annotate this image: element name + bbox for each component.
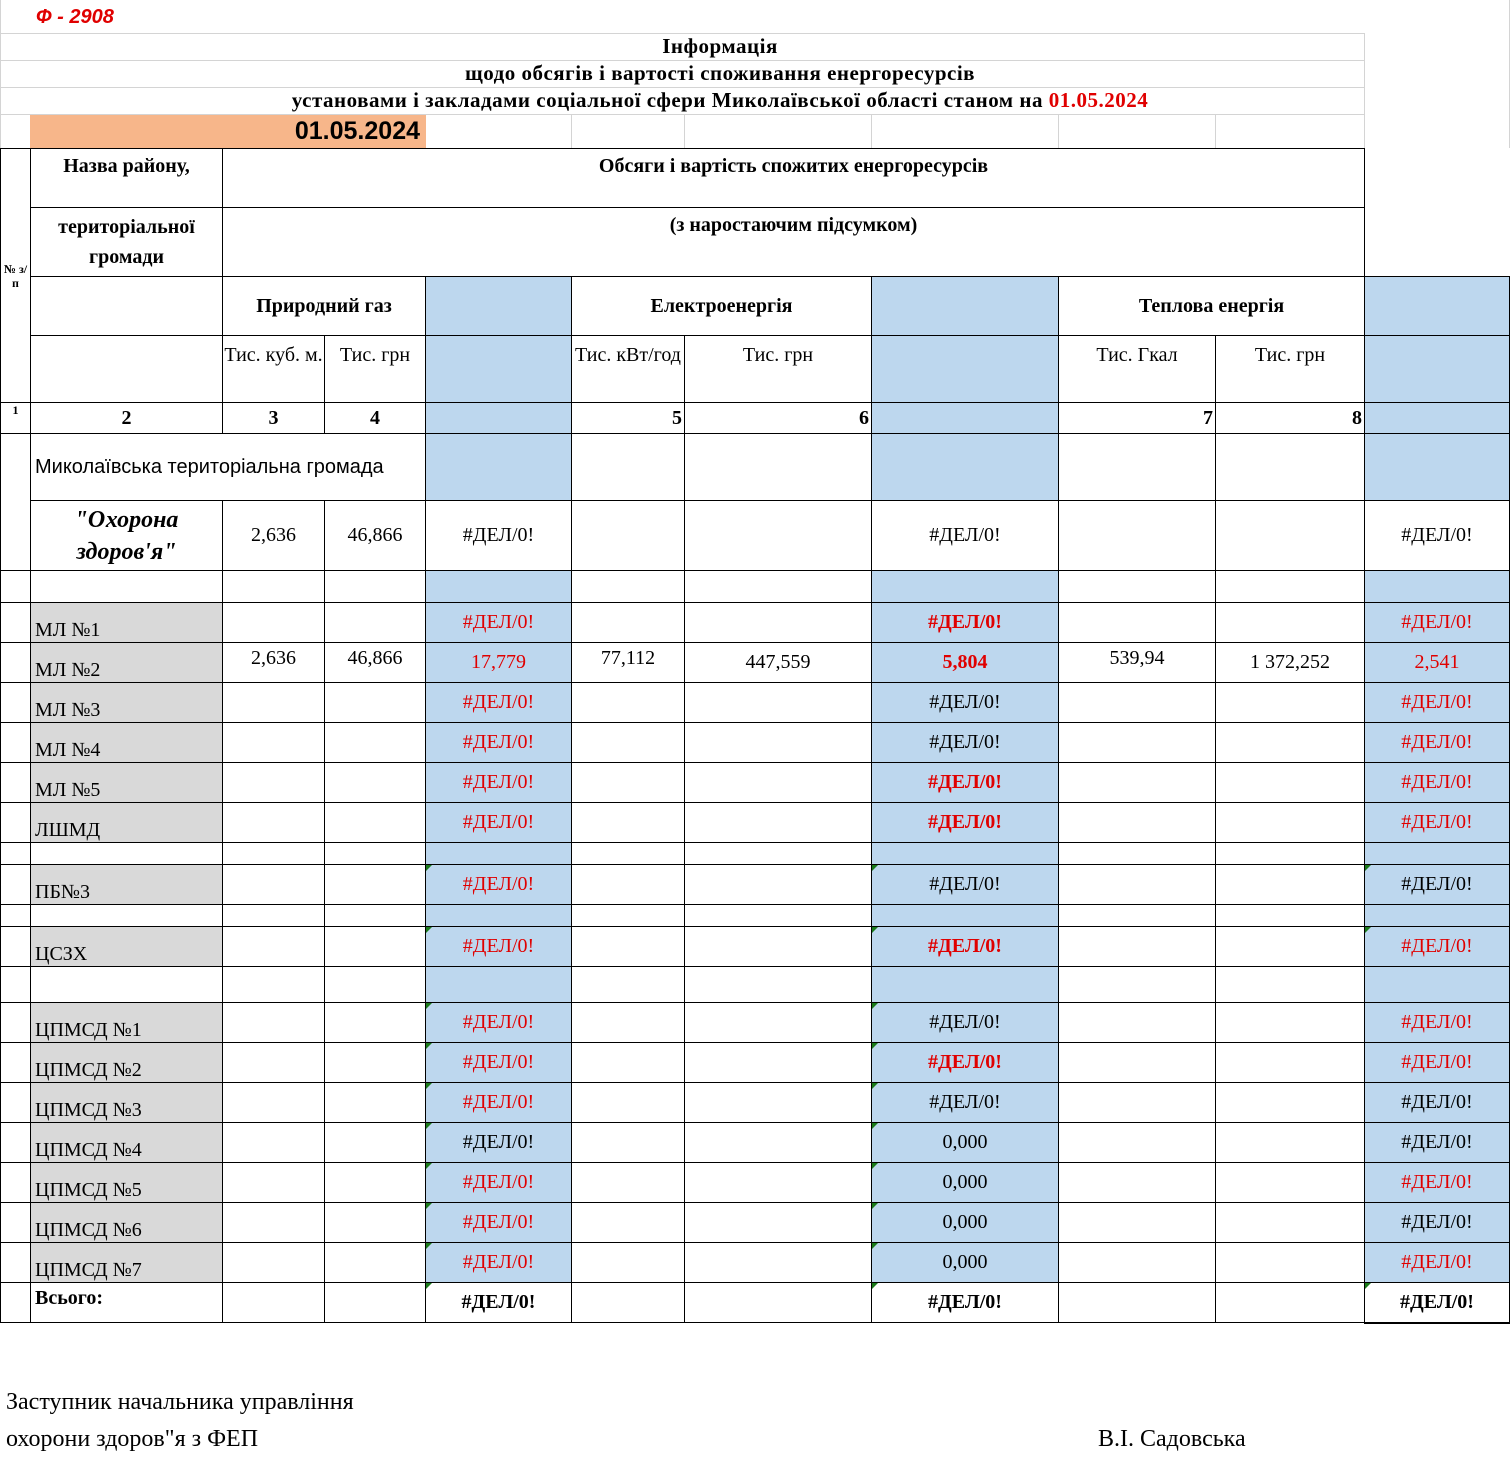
gas-vol bbox=[223, 1203, 325, 1243]
gas-cost bbox=[325, 683, 426, 723]
heat-ratio: #ДЕЛ/0! bbox=[1365, 603, 1510, 643]
header-heat: Теплова енергія bbox=[1059, 277, 1365, 336]
header-el-ratio bbox=[872, 277, 1059, 336]
el-cost bbox=[685, 1243, 872, 1283]
colnum-6: 6 bbox=[685, 403, 872, 434]
gas-ratio: #ДЕЛ/0! bbox=[426, 723, 572, 763]
gas-vol bbox=[223, 683, 325, 723]
el-vol bbox=[572, 927, 685, 967]
row-name: ЦПМСД №2 bbox=[31, 1043, 223, 1083]
table-row bbox=[1, 865, 1510, 905]
title-line-3 bbox=[0, 88, 1440, 113]
section-el-cost bbox=[685, 501, 872, 571]
row-name: МЛ №5 bbox=[31, 763, 223, 803]
row-num-blank bbox=[1, 501, 31, 571]
row-name: ЦПМСД №7 bbox=[31, 1243, 223, 1283]
el-cost bbox=[685, 803, 872, 843]
section-heat-ratio: #ДЕЛ/0! bbox=[1365, 501, 1510, 571]
heat-cost bbox=[1216, 1003, 1365, 1043]
section-heat-vol bbox=[1059, 501, 1216, 571]
el-vol bbox=[572, 1163, 685, 1203]
gas-cost bbox=[325, 1123, 426, 1163]
el-ratio: 0,000 bbox=[872, 1203, 1059, 1243]
signature-position-line1: Заступник начальника управління bbox=[6, 1389, 354, 1415]
section-gas-cost: 46,866 bbox=[325, 501, 426, 571]
gas-cost bbox=[325, 1163, 426, 1203]
el-vol bbox=[572, 1203, 685, 1243]
gas-ratio: #ДЕЛ/0! bbox=[426, 865, 572, 905]
row-name: МЛ №1 bbox=[31, 603, 223, 643]
header-volumes-title: Обсяги і вартість спожитих енергоресурсів bbox=[223, 149, 1365, 208]
heat-ratio: #ДЕЛ/0! bbox=[1365, 927, 1510, 967]
community-heat-vol bbox=[1059, 434, 1216, 501]
row-name: ЦПМСД №4 bbox=[31, 1123, 223, 1163]
community-heat-ratio bbox=[1365, 434, 1510, 501]
el-ratio: #ДЕЛ/0! bbox=[872, 763, 1059, 803]
el-cost bbox=[685, 723, 872, 763]
gas-cost bbox=[325, 803, 426, 843]
table-row bbox=[1, 603, 1510, 643]
heat-ratio: 2,541 bbox=[1365, 643, 1510, 683]
row-name: ПБ№3 bbox=[31, 865, 223, 905]
el-cost bbox=[685, 865, 872, 905]
gas-cost bbox=[325, 865, 426, 905]
header-empty-cell bbox=[31, 336, 223, 403]
gas-ratio: #ДЕЛ/0! bbox=[426, 763, 572, 803]
header-gas-ratio bbox=[426, 277, 572, 336]
gas-ratio: #ДЕЛ/0! bbox=[426, 603, 572, 643]
row-name: ЦПМСД №1 bbox=[31, 1003, 223, 1043]
el-ratio: #ДЕЛ/0! bbox=[872, 1043, 1059, 1083]
heat-vol bbox=[1059, 927, 1216, 967]
colnum-2: 2 bbox=[31, 403, 223, 434]
el-vol bbox=[572, 803, 685, 843]
el-cost bbox=[685, 683, 872, 723]
heat-ratio: #ДЕЛ/0! bbox=[1365, 723, 1510, 763]
gas-vol bbox=[223, 1123, 325, 1163]
colnum-8: 8 bbox=[1216, 403, 1365, 434]
title-line-1: Інформація bbox=[662, 34, 778, 58]
gas-cost bbox=[325, 1043, 426, 1083]
el-cost bbox=[685, 1203, 872, 1243]
total-label: Всього: bbox=[31, 1283, 223, 1323]
header-cumulative: (з наростаючим підсумком) bbox=[223, 208, 1365, 277]
total-gas-ratio: #ДЕЛ/0! bbox=[426, 1283, 572, 1323]
table-row bbox=[1, 803, 1510, 843]
gas-ratio: #ДЕЛ/0! bbox=[426, 927, 572, 967]
gas-vol bbox=[223, 1083, 325, 1123]
gas-vol bbox=[223, 803, 325, 843]
heat-vol bbox=[1059, 865, 1216, 905]
heat-cost bbox=[1216, 683, 1365, 723]
row-name: МЛ №4 bbox=[31, 723, 223, 763]
header-empty-cell bbox=[31, 277, 223, 336]
table-row bbox=[1, 1123, 1510, 1163]
table-row bbox=[1, 643, 1510, 683]
heat-vol bbox=[1059, 1043, 1216, 1083]
heat-cost bbox=[1216, 603, 1365, 643]
row-name: МЛ №2 bbox=[31, 643, 223, 683]
heat-vol bbox=[1059, 1123, 1216, 1163]
row-name: ЛШМД bbox=[31, 803, 223, 843]
gas-cost bbox=[325, 927, 426, 967]
gas-cost bbox=[325, 1083, 426, 1123]
el-cost: 447,559 bbox=[685, 643, 872, 683]
heat-ratio: #ДЕЛ/0! bbox=[1365, 1083, 1510, 1123]
gas-vol bbox=[223, 865, 325, 905]
el-ratio: 0,000 bbox=[872, 1123, 1059, 1163]
gas-ratio: #ДЕЛ/0! bbox=[426, 803, 572, 843]
el-vol bbox=[572, 865, 685, 905]
colnum-4: 4 bbox=[325, 403, 426, 434]
table-row bbox=[1, 763, 1510, 803]
gas-vol bbox=[223, 1163, 325, 1203]
el-ratio: #ДЕЛ/0! bbox=[872, 1003, 1059, 1043]
heat-ratio: #ДЕЛ/0! bbox=[1365, 683, 1510, 723]
heat-vol bbox=[1059, 1203, 1216, 1243]
heat-vol bbox=[1059, 763, 1216, 803]
title-line-3-text: установами і закладами соціальної сфери Миколаївської області станом на bbox=[291, 88, 1043, 112]
heat-ratio-unit bbox=[1365, 336, 1510, 403]
el-vol bbox=[572, 1043, 685, 1083]
community-el-vol bbox=[572, 434, 685, 501]
el-vol bbox=[572, 1003, 685, 1043]
heat-unit-volume: Тис. Гкал bbox=[1059, 336, 1216, 403]
community-name bbox=[31, 434, 426, 501]
colnum-7: 7 bbox=[1059, 403, 1216, 434]
colnum-1: 1 bbox=[1, 403, 31, 434]
total-heat-ratio: #ДЕЛ/0! bbox=[1365, 1283, 1510, 1323]
community-gas-ratio bbox=[426, 434, 572, 501]
section-gas-ratio: #ДЕЛ/0! bbox=[426, 501, 572, 571]
signature-position-line2: охорони здоров"я з ФЕП bbox=[6, 1426, 259, 1452]
gas-ratio: #ДЕЛ/0! bbox=[426, 1123, 572, 1163]
section-el-vol bbox=[572, 501, 685, 571]
table-row bbox=[1, 1043, 1510, 1083]
el-ratio: #ДЕЛ/0! bbox=[872, 803, 1059, 843]
gas-vol bbox=[223, 723, 325, 763]
el-ratio: #ДЕЛ/0! bbox=[872, 683, 1059, 723]
header-num: № з/п bbox=[1, 149, 31, 403]
gas-ratio: #ДЕЛ/0! bbox=[426, 1203, 572, 1243]
row-name: ЦПМСД №5 bbox=[31, 1163, 223, 1203]
energy-table bbox=[0, 148, 1510, 1324]
gas-vol: 2,636 bbox=[223, 643, 325, 683]
heat-ratio: #ДЕЛ/0! bbox=[1365, 865, 1510, 905]
total-el-ratio: #ДЕЛ/0! bbox=[872, 1283, 1059, 1323]
heat-cost bbox=[1216, 1083, 1365, 1123]
gas-ratio: #ДЕЛ/0! bbox=[426, 1243, 572, 1283]
heat-ratio: #ДЕЛ/0! bbox=[1365, 1163, 1510, 1203]
heat-vol bbox=[1059, 1003, 1216, 1043]
heat-ratio: #ДЕЛ/0! bbox=[1365, 763, 1510, 803]
gas-ratio: #ДЕЛ/0! bbox=[426, 1003, 572, 1043]
gas-unit-volume: Тис. куб. м. bbox=[223, 336, 325, 403]
heat-cost bbox=[1216, 803, 1365, 843]
row-name: МЛ №3 bbox=[31, 683, 223, 723]
el-cost bbox=[685, 927, 872, 967]
el-ratio: 5,804 bbox=[872, 643, 1059, 683]
el-unit-volume: Тис. кВт/год bbox=[572, 336, 685, 403]
heat-vol bbox=[1059, 803, 1216, 843]
row-name: ЦПМСД №6 bbox=[31, 1203, 223, 1243]
gas-cost bbox=[325, 723, 426, 763]
gas-ratio: #ДЕЛ/0! bbox=[426, 683, 572, 723]
colnum-blank bbox=[426, 403, 572, 434]
colnum-3: 3 bbox=[223, 403, 325, 434]
heat-cost bbox=[1216, 1243, 1365, 1283]
heat-ratio: #ДЕЛ/0! bbox=[1365, 803, 1510, 843]
community-heat-cost bbox=[1216, 434, 1365, 501]
colnum-blank bbox=[872, 403, 1059, 434]
section-name: "Охорона здоров'я" bbox=[31, 501, 223, 571]
el-ratio: #ДЕЛ/0! bbox=[872, 1083, 1059, 1123]
el-vol bbox=[572, 683, 685, 723]
table-row bbox=[1, 1203, 1510, 1243]
heat-cost bbox=[1216, 865, 1365, 905]
community-el-ratio bbox=[872, 434, 1059, 501]
heat-ratio: #ДЕЛ/0! bbox=[1365, 1003, 1510, 1043]
heat-vol: 539,94 bbox=[1059, 643, 1216, 683]
header-district-line2: територіальної громади bbox=[31, 208, 223, 277]
heat-ratio: #ДЕЛ/0! bbox=[1365, 1123, 1510, 1163]
gas-vol bbox=[223, 927, 325, 967]
gas-cost bbox=[325, 763, 426, 803]
gas-vol bbox=[223, 603, 325, 643]
el-unit-cost: Тис. грн bbox=[685, 336, 872, 403]
title-date: 01.05.2024 bbox=[1048, 88, 1149, 112]
colnum-blank bbox=[1365, 403, 1510, 434]
gas-cost bbox=[325, 1003, 426, 1043]
heat-cost: 1 372,252 bbox=[1216, 643, 1365, 683]
header-electricity: Електроенергія bbox=[572, 277, 872, 336]
el-cost bbox=[685, 603, 872, 643]
gas-vol bbox=[223, 1243, 325, 1283]
gas-cost bbox=[325, 603, 426, 643]
el-ratio: 0,000 bbox=[872, 1163, 1059, 1203]
el-vol bbox=[572, 1243, 685, 1283]
heat-cost bbox=[1216, 723, 1365, 763]
el-ratio: 0,000 bbox=[872, 1243, 1059, 1283]
heat-ratio: #ДЕЛ/0! bbox=[1365, 1203, 1510, 1243]
el-ratio: #ДЕЛ/0! bbox=[872, 723, 1059, 763]
community-el-cost bbox=[685, 434, 872, 501]
heat-cost bbox=[1216, 763, 1365, 803]
heat-cost bbox=[1216, 1123, 1365, 1163]
table-row bbox=[1, 1243, 1510, 1283]
el-vol: 77,112 bbox=[572, 643, 685, 683]
heat-ratio: #ДЕЛ/0! bbox=[1365, 1243, 1510, 1283]
gas-ratio: #ДЕЛ/0! bbox=[426, 1163, 572, 1203]
total-row bbox=[1, 1283, 1510, 1323]
heat-cost bbox=[1216, 1203, 1365, 1243]
section-gas-vol: 2,636 bbox=[223, 501, 325, 571]
gas-ratio: #ДЕЛ/0! bbox=[426, 1043, 572, 1083]
gas-ratio-unit bbox=[426, 336, 572, 403]
gas-cost bbox=[325, 1243, 426, 1283]
gas-vol bbox=[223, 1043, 325, 1083]
heat-cost bbox=[1216, 1043, 1365, 1083]
row-name: ЦПМСД №3 bbox=[31, 1083, 223, 1123]
table-row bbox=[1, 1083, 1510, 1123]
heat-unit-cost: Тис. грн bbox=[1216, 336, 1365, 403]
table-row bbox=[1, 723, 1510, 763]
header-empty-cell bbox=[1365, 149, 1510, 208]
header-empty-cell bbox=[1365, 208, 1510, 277]
table-row bbox=[1, 927, 1510, 967]
el-vol bbox=[572, 1123, 685, 1163]
heat-vol bbox=[1059, 683, 1216, 723]
heat-vol bbox=[1059, 603, 1216, 643]
el-ratio: #ДЕЛ/0! bbox=[872, 927, 1059, 967]
gas-unit-cost: Тис. грн bbox=[325, 336, 426, 403]
gas-vol bbox=[223, 1003, 325, 1043]
el-cost bbox=[685, 1043, 872, 1083]
heat-vol bbox=[1059, 723, 1216, 763]
table-row bbox=[1, 1003, 1510, 1043]
section-el-ratio: #ДЕЛ/0! bbox=[872, 501, 1059, 571]
heat-cost bbox=[1216, 1163, 1365, 1203]
el-cost bbox=[685, 1163, 872, 1203]
colnum-5: 5 bbox=[572, 403, 685, 434]
heat-vol bbox=[1059, 1163, 1216, 1203]
row-num-blank bbox=[1, 434, 31, 501]
el-cost bbox=[685, 1003, 872, 1043]
table-row bbox=[1, 683, 1510, 723]
heat-cost bbox=[1216, 927, 1365, 967]
header-gas: Природний газ bbox=[223, 277, 426, 336]
header-district-line1: Назва району, bbox=[31, 149, 223, 208]
heat-ratio: #ДЕЛ/0! bbox=[1365, 1043, 1510, 1083]
row-name: ЦСЗХ bbox=[31, 927, 223, 967]
el-ratio: #ДЕЛ/0! bbox=[872, 603, 1059, 643]
el-ratio-unit bbox=[872, 336, 1059, 403]
form-code: Ф - 2908 bbox=[36, 6, 114, 28]
report-date-cell[interactable]: 01.05.2024 bbox=[30, 115, 426, 148]
signature-name: В.І. Садовська bbox=[1098, 1426, 1246, 1452]
gas-ratio: 17,779 bbox=[426, 643, 572, 683]
el-ratio: #ДЕЛ/0! bbox=[872, 865, 1059, 905]
gas-vol bbox=[223, 763, 325, 803]
table-row bbox=[1, 1163, 1510, 1203]
el-vol bbox=[572, 763, 685, 803]
el-vol bbox=[572, 1083, 685, 1123]
heat-vol bbox=[1059, 1243, 1216, 1283]
gas-ratio: #ДЕЛ/0! bbox=[426, 1083, 572, 1123]
header-heat-ratio bbox=[1365, 277, 1510, 336]
el-vol bbox=[572, 723, 685, 763]
el-vol bbox=[572, 603, 685, 643]
section-heat-cost bbox=[1216, 501, 1365, 571]
el-cost bbox=[685, 763, 872, 803]
community-name-text: Миколаївська територіальна громада bbox=[35, 455, 384, 478]
gas-cost: 46,866 bbox=[325, 643, 426, 683]
heat-vol bbox=[1059, 1083, 1216, 1123]
title-line-2: щодо обсягів і вартості споживання енергоресурсів bbox=[464, 61, 975, 85]
el-cost bbox=[685, 1083, 872, 1123]
el-cost bbox=[685, 1123, 872, 1163]
gas-cost bbox=[325, 1203, 426, 1243]
